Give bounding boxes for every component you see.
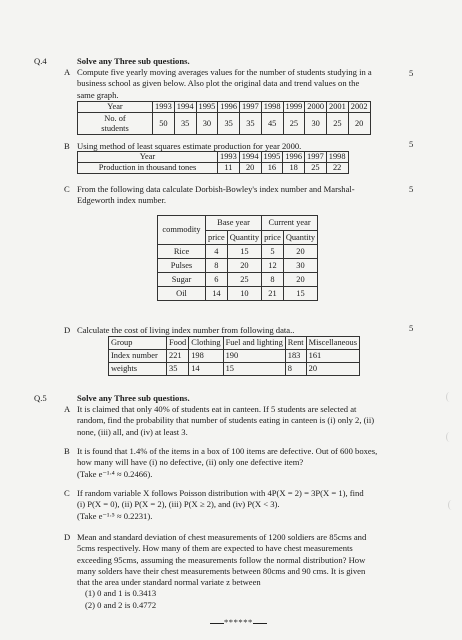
- table-cell: 1995: [261, 152, 283, 163]
- scan-mark: [448, 500, 455, 510]
- table-cell: 161: [306, 350, 359, 363]
- q4-d-text: Calculate the cost of living index number from following data..: [77, 325, 295, 335]
- text-line: random, find the probability that number of students eating in canteen is (i) only 2, (ii): [77, 415, 375, 426]
- q5-c-text: [77, 488, 364, 522]
- footer-end-mark: [210, 617, 267, 628]
- table-cell: 1994: [174, 102, 196, 113]
- table-header: Rent: [285, 337, 306, 350]
- text-line: same graph.: [77, 89, 119, 100]
- table-cell: 20: [239, 163, 261, 174]
- text-line: It is claimed that only 40% of students eat in canteen. If 5 students are selected at: [77, 404, 357, 414]
- table-cell: Sugar: [158, 273, 206, 287]
- table-cell: Oil: [158, 287, 206, 301]
- q4-b-text: Using method of least squares estimate production for year 2000.: [77, 141, 302, 151]
- table-cell: 1997: [240, 102, 262, 113]
- table-cell: 20: [227, 259, 261, 273]
- q4-heading: Solve any Three sub questions.: [77, 56, 190, 66]
- table-cell: 15: [223, 363, 285, 376]
- text-line: From the following data calculate Dorbish-Bowley's index number and Marshal-: [77, 184, 355, 194]
- table-header: Current year: [262, 216, 318, 231]
- footer-stars: ******: [224, 617, 253, 627]
- text-line: none, (iii) all, and (iv) at least 3.: [77, 426, 188, 437]
- table-cell: 10: [227, 287, 261, 301]
- table-header: price: [206, 231, 228, 245]
- q5-heading: Solve any Three sub questions.: [77, 393, 190, 403]
- table-cell: 4: [206, 245, 228, 259]
- text-line: (1) 0 and 1 is 0.3413: [85, 588, 157, 599]
- table-cell: 25: [327, 113, 349, 135]
- table-cell: 45: [261, 113, 283, 135]
- table-header: Miscellaneous: [306, 337, 359, 350]
- table-cell: 1996: [283, 152, 305, 163]
- table-cell: 1996: [218, 102, 240, 113]
- table-cell: 183: [285, 350, 306, 363]
- q4-c-text: [77, 184, 355, 207]
- q5-d-label: D: [64, 532, 71, 542]
- table-cell: 198: [189, 350, 223, 363]
- q5-b-label: B: [64, 446, 70, 456]
- table-cell: 5: [262, 245, 284, 259]
- table-cell: 15: [227, 245, 261, 259]
- table-cell: 190: [223, 350, 285, 363]
- q4-a-text: [77, 67, 372, 101]
- table-cell: 2001: [327, 102, 349, 113]
- scan-mark: [446, 432, 453, 442]
- text-line: (Take e⁻¹ᐧ⁵ ≈ 0.2231).: [77, 510, 153, 521]
- q4-a-label: A: [64, 67, 71, 77]
- q4-a-marks: 5: [409, 68, 414, 78]
- table-header: Food: [167, 337, 189, 350]
- table-cell: 35: [167, 363, 189, 376]
- table-cell: 1995: [196, 102, 218, 113]
- table-cell: 1994: [239, 152, 261, 163]
- table-cell: 1997: [305, 152, 327, 163]
- q4-d-marks: 5: [409, 323, 414, 333]
- table-cell: 8: [285, 363, 306, 376]
- table-cell: 221: [167, 350, 189, 363]
- table-cell: 15: [283, 287, 317, 301]
- table-cell: 1998: [326, 152, 348, 163]
- table-cell: 20: [348, 113, 370, 135]
- text-line: many solders have their chest measurements between 80cms and 90 cms. It is given: [77, 565, 366, 576]
- table-header: Year: [78, 102, 153, 113]
- table-cell: 25: [283, 113, 305, 135]
- table-cell: 1993: [218, 152, 240, 163]
- table-header: Fuel and lighting: [223, 337, 285, 350]
- q5-a-label: A: [64, 404, 71, 414]
- table-cell: 14: [189, 363, 223, 376]
- text-line: exceeding 95cms, assuming the measurements follow the normal distribution? How: [77, 554, 366, 565]
- q5-c-label: C: [64, 488, 70, 498]
- table-cell: 20: [306, 363, 359, 376]
- table-cell: 2000: [305, 102, 327, 113]
- footer-rule: [253, 623, 267, 624]
- table-cell: 30: [283, 259, 317, 273]
- text-line: Edgeworth index number.: [77, 195, 167, 206]
- table-header: commodity: [158, 216, 206, 245]
- text-line: 5cms respectively. How many of them are expected to have chest measurements: [77, 543, 353, 554]
- q5-b-text: [77, 446, 377, 480]
- table-cell: 8: [262, 273, 284, 287]
- table-cell: 8: [206, 259, 228, 273]
- table-cell: 12: [262, 259, 284, 273]
- question-number-q4: Q.4: [34, 56, 47, 66]
- scan-mark: [446, 392, 453, 402]
- table-cell: 14: [206, 287, 228, 301]
- q4-b-table: [77, 151, 349, 174]
- table-cell: 16: [261, 163, 283, 174]
- table-header: Quantity: [227, 231, 261, 245]
- table-cell: 21: [262, 287, 284, 301]
- q4-c-label: C: [64, 184, 70, 194]
- q4-d-table: [108, 336, 360, 376]
- text-line: (i) P(X = 0), (ii) P(X = 2), (iii) P(X ≥ 2), and (iv) P(X < 3).: [77, 499, 280, 510]
- row-label-line: No. of: [104, 113, 126, 123]
- table-header: Year: [78, 152, 218, 163]
- table-cell: Rice: [158, 245, 206, 259]
- q4-b-marks: 5: [409, 139, 414, 149]
- table-cell: 18: [283, 163, 305, 174]
- q4-b-label: B: [64, 141, 70, 151]
- q5-a-text: [77, 404, 374, 438]
- q4-a-table: [77, 101, 371, 135]
- text-line: If random variable X follows Poisson distribution with 4P(X = 2) = 3P(X = 1), find: [77, 488, 364, 498]
- q4-d-label: D: [64, 325, 71, 335]
- text-line: It is found that 1.4% of the items in a box of 100 items are defective. Out of 600 boxes,: [77, 446, 378, 456]
- text-line: Compute five yearly moving averages values for the number of students studying in a: [77, 67, 372, 77]
- table-cell: 50: [153, 113, 175, 135]
- table-cell: 25: [305, 163, 327, 174]
- table-cell: 25: [227, 273, 261, 287]
- table-header: Clothing: [189, 337, 223, 350]
- table-header: [78, 113, 153, 135]
- text-line: (Take e⁻¹ᐧ⁴ ≈ 0.2466).: [77, 468, 153, 479]
- question-number-q5: Q.5: [34, 393, 47, 403]
- table-header: Base year: [206, 216, 262, 231]
- table-cell: 22: [326, 163, 348, 174]
- table-cell: 1999: [283, 102, 305, 113]
- text-line: Mean and standard deviation of chest measurements of 1200 soldiers are 85cms and: [77, 532, 367, 542]
- table-cell: 35: [174, 113, 196, 135]
- table-cell: 11: [218, 163, 240, 174]
- table-header: Production in thousand tones: [78, 163, 218, 174]
- table-cell: 35: [240, 113, 262, 135]
- table-cell: Index number: [109, 350, 167, 363]
- row-label-line: students: [101, 123, 129, 133]
- q4-c-marks: 5: [409, 184, 414, 194]
- text-line: business school as given below. Also plot the original data and trend values on the: [77, 78, 360, 89]
- text-line: (2) 0 and 2 is 0.4772: [85, 599, 157, 610]
- table-cell: 6: [206, 273, 228, 287]
- table-cell: 20: [283, 245, 317, 259]
- q4-c-table: [157, 215, 318, 301]
- footer-rule: [210, 623, 224, 624]
- table-cell: 2002: [348, 102, 370, 113]
- table-cell: 35: [218, 113, 240, 135]
- table-cell: Pulses: [158, 259, 206, 273]
- text-line: that the area under standard normal variate z between: [77, 577, 261, 588]
- table-header: Quantity: [283, 231, 317, 245]
- table-cell: 20: [283, 273, 317, 287]
- text-line: how many will have (i) no defective, (ii) only one defective item?: [77, 457, 304, 468]
- table-cell: weights: [109, 363, 167, 376]
- table-cell: 30: [305, 113, 327, 135]
- table-cell: 1998: [261, 102, 283, 113]
- q5-d-text: [77, 532, 366, 611]
- table-cell: 30: [196, 113, 218, 135]
- table-header: price: [262, 231, 284, 245]
- table-header: Group: [109, 337, 167, 350]
- table-cell: 1993: [153, 102, 175, 113]
